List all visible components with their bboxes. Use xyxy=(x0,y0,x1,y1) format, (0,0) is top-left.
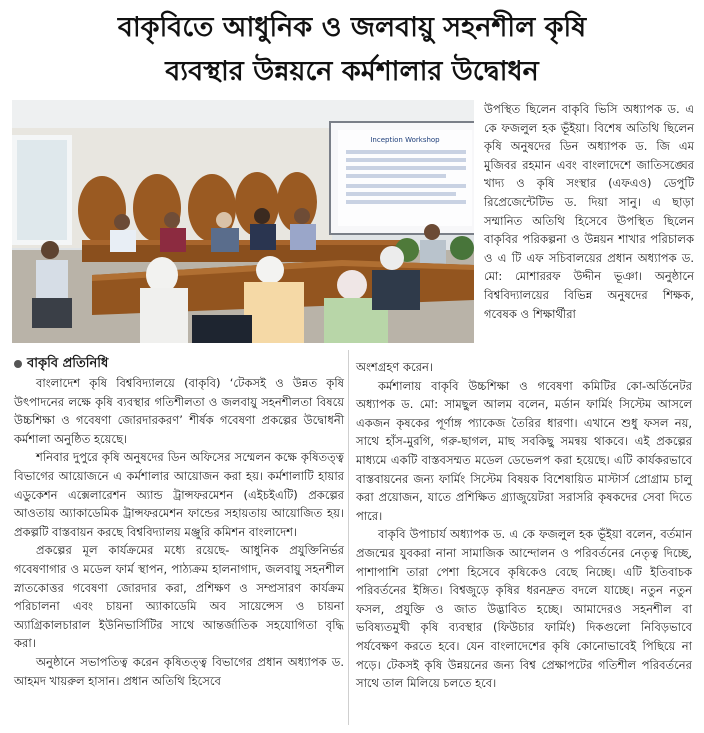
left-paragraph-4: অনুষ্ঠানে সভাপতিত্ব করেন কৃষিতত্ত্ব বিভাগের প্রধান অধ্যাপক ড. আহমদ খায়রুল হাসান। প্রধান অতিথি হিসেবে xyxy=(14,654,344,688)
right-column xyxy=(356,358,692,693)
left-paragraph-2: শনিবার দুপুরে কৃষি অনুষদের ডিন অফিসের সম্মেলন কক্ষে কৃষিতত্ত্ব বিভাগের আয়োজনে এ কর্মশালার আয়োজন করা হয়। কর্মশালাটি হায়ার এডুকেশন এক্সেলারেশন অ্যান্ড ট্রান্সফরমেশন (এইচইএটি) প্রকল্পের আওতায় অ্যাকাডেমিক ট্রান্সফরমেশন ফান্ডের সহায়তায় আয়োজিত হয়। প্রকল্পটি বাস্তবায়ন করছে বিশ্ববিদ্যালয় মঞ্জুরি কমিশন বাংলাদেশ। xyxy=(14,450,344,539)
left-paragraph-1: বাংলাদেশ কৃষি বিশ্ববিদ্যালয়ে (বাকৃবি) ‘টেকসই ও উন্নত কৃষি উৎপাদনের লক্ষে কৃষি ব্যবস্থার গতিশীলতা ও জলবায়ু সহনশীলতা বিষয়ে উচ্চশিক্ষা ও গবেষণা জোরদারকরণ’ শীর্ষক গবেষণা প্রকল্পের উদ্বোধনী কর্মশালা অনুষ্ঠিত হয়েছে। xyxy=(14,376,344,446)
right-top-column xyxy=(484,100,694,323)
byline xyxy=(14,354,108,375)
bullet-icon xyxy=(14,360,22,368)
headline xyxy=(0,6,704,94)
byline-text: বাকৃবি প্রতিনিধি xyxy=(27,356,109,371)
slide-title: Inception Workshop xyxy=(370,136,440,144)
right-paragraph-2: বাকৃবি উপাচার্য অধ্যাপক ড. এ কে ফজলুল হক ভূঁইয়া বলেন, বর্তমান প্রজন্মের যুবকরা নানা সামাজিক আন্দোলন ও পরিবর্তনের নেতৃত্ব দিচ্ছে, পাশাপাশি তারা পেশা হিসেবে কৃষিকেও বেছে নিচ্ছে। এটি ইতিবাচক পরিবর্তনের ইঙ্গিত। বিশ্বজুড়ে কৃষির ধরনদ্রুত বদলে যাচ্ছে। নতুন নতুন ফসল, প্রযুক্তি ও জাত উদ্ভাবিত হচ্ছে। আমাদেরও সহনশীল বা ভবিষ্যতমুখী কৃষি ব্যবস্থার (ফিউচার ফার্মিং) দিকগুলো নিবিড়ভাবে পর্যবেক্ষণ করতে হবে। যেন বাংলাদেশের কৃষি কোনোভাবেই পিছিয়ে না পড়ে। টেকসই কৃষি উন্নয়নের জন্য বিশ্ব প্রেক্ষাপটের গতিশীল পরিবর্তনের সাথে তাল মিলিয়ে চলতে হবে। xyxy=(356,527,692,691)
headline-line-2: ব্যবস্থার উন্নয়নে কর্মশালার উদ্বোধন xyxy=(165,56,539,87)
left-column xyxy=(14,374,344,690)
headline-line-1: বাকৃবিতে আধুনিক ও জলবায়ু সহনশীল কৃষি xyxy=(117,12,587,43)
right-continuation: অংশগ্রহণ করেন। xyxy=(356,360,433,374)
workshop-photo xyxy=(12,100,474,343)
right-top-text: উপস্থিত ছিলেন বাকৃবি ভিসি অধ্যাপক ড. এ কে ফজলুল হক ভূঁইয়া। বিশেষ অতিথি ছিলেন কৃষি অনুষদের ডিন অধ্যাপক ড. জি এম মুজিবর রহমান এবং বাংলাদেশে জাতিসঙ্ঘের খাদ্য ও কৃষি সংস্থার (এফএও) ডেপুটি রিপ্রেজেন্টেটিভ ড. দিয়া সানু। এ ছাড়া সম্মানিত অতিথি হিসেবে উপস্থিত ছিলেন বাকৃবির পরিকল্পনা ও উন্নয়ন শাখার পরিচালক ও এ টি এফ সচিবালয়ের প্রধান অধ্যাপক ড. মো: মোশাররফ উদ্দীন ভূঞা। অনুষ্ঠানে বিশ্ববিদ্যালয়ের বিভিন্ন অনুষদের শিক্ষক, গবেষক ও শিক্ষার্থীরা xyxy=(484,102,694,321)
column-divider xyxy=(348,350,349,725)
right-paragraph-1: কর্মশালায় বাকৃবি উচ্চশিক্ষা ও গবেষণা কমিটির কো-অর্ডিনেটর অধ্যাপক ড. মো: সামছুল আলম বলেন, মর্ডান ফার্মিং সিস্টেম আসলে একজন কৃষকের পূর্ণাঙ্গ প্যাকেজ তৈরির ধারণা। এখানে শুধু ফসল নয়, সাথে হাঁস-মুরগি, গরু-ছাগল, মাছ সবকিছু সমন্বয় থাকবে। এই প্রকল্পের মাধ্যমে একটি বাস্তবসম্মত মডেল ডেভেলপ করা হয়েছে। এটি কার্যকরভাবে বাস্তবায়নের জন্য ফার্মিং সিস্টেম বিষয়ক বিশেষায়িত মাস্টার্স প্রোগ্রাম চালু করা প্রয়োজন, যাতে প্রশিক্ষিত গ্র্যাজুয়েটরা সরাসরি কৃষকদের সেবা দিতে পারে। xyxy=(356,378,692,523)
left-paragraph-3: প্রকল্পের মূল কার্যক্রমের মধ্যে রয়েছে- আধুনিক প্রযুক্তিনির্ভর গবেষণাগার ও মডেল ফার্ম স্থাপন, পাঠ্যক্রম হালনাগাদ, জলবায়ু সহনশীল স্নাতকোত্তর গবেষণা জোরদার করা, প্রশিক্ষণ ও সম্প্রসারণ কার্যক্রম পরিচালনা এবং চায়না অ্যাকাডেমি অব সায়েন্সেস ও চায়না অ্যাগ্রিকালচারাল ইউনিভার্সিটির সাথে আন্তর্জাতিক সহযোগিতা বৃদ্ধি করা। xyxy=(14,543,344,651)
